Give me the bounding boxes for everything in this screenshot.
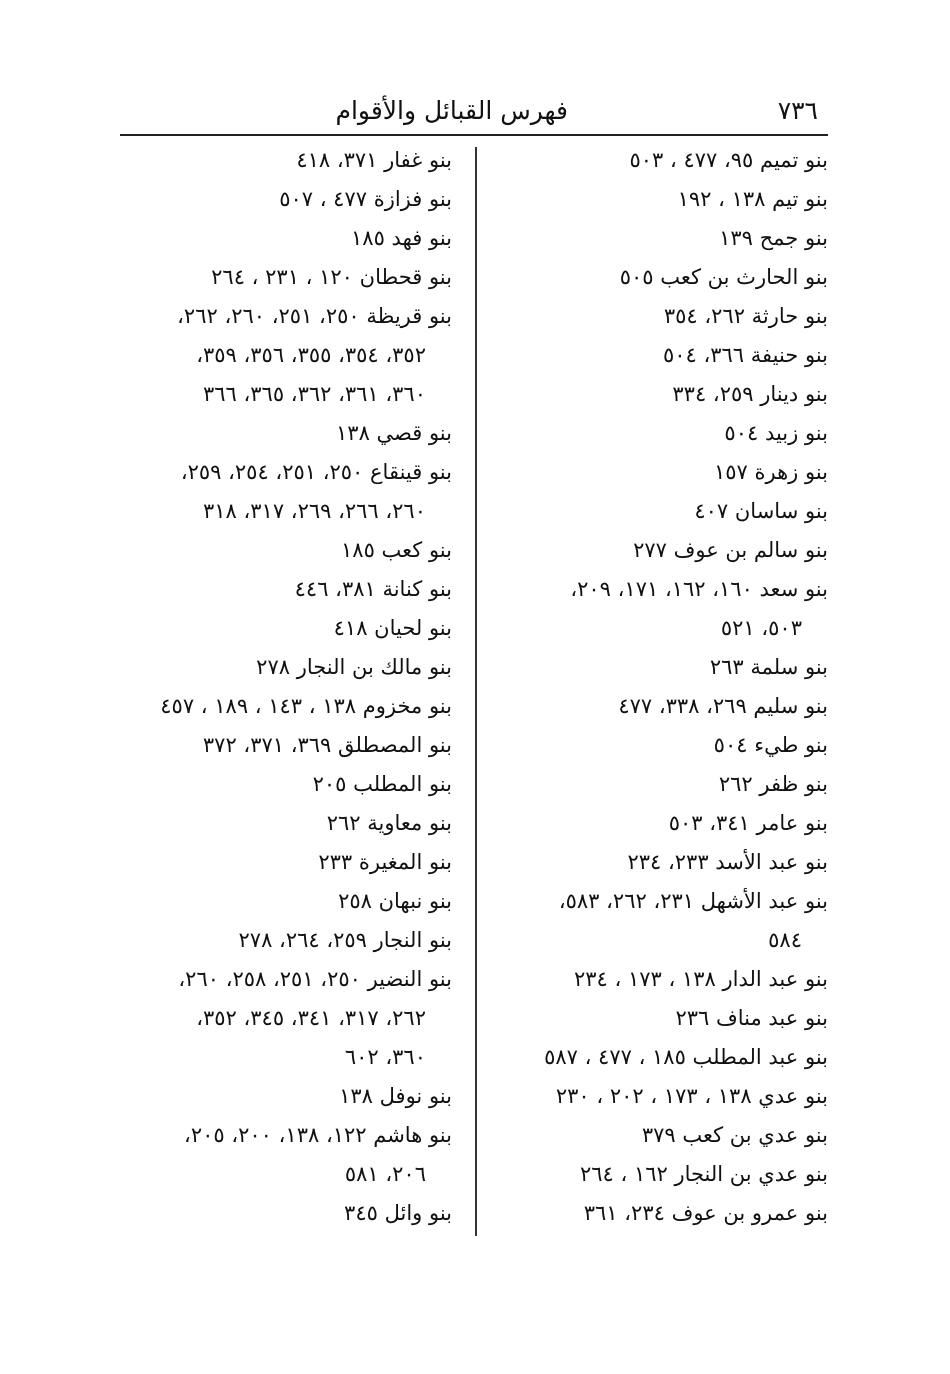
index-entry: بنو عمرو بن عوف ٢٣٤، ٣٦١ bbox=[583, 1201, 828, 1225]
index-entry-continuation: ٢٦٢، ٣١٧، ٣٤١، ٣٤٥، ٣٥٢، bbox=[196, 1006, 426, 1030]
index-entry: بنو حنيفة ٣٦٦، ٥٠٤ bbox=[662, 343, 828, 367]
index-entry: بنو المغيرة ٢٣٣ bbox=[318, 850, 452, 874]
index-entry: بنو عبد مناف ٢٣٦ bbox=[675, 1006, 828, 1030]
index-entry: بنو زبيد ٥٠٤ bbox=[724, 421, 828, 445]
index-entry: بنو مخزوم ١٣٨ ، ١٤٣ ، ١٨٩ ، ٤٥٧ bbox=[160, 694, 452, 718]
index-entry: بنو عدي بن كعب ٣٧٩ bbox=[641, 1123, 828, 1147]
index-entry: بنو عبد الأسد ٢٣٣، ٢٣٤ bbox=[627, 850, 828, 874]
index-entry-continuation: ٥٠٣، ٥٢١ bbox=[720, 616, 802, 640]
index-entry: بنو حارثة ٢٦٢، ٣٥٤ bbox=[663, 304, 828, 328]
index-entry: بنو تميم ٩٥، ٤٧٧ ، ٥٠٣ bbox=[629, 148, 828, 172]
index-entry: بنو عبد المطلب ١٨٥ ، ٤٧٧ ، ٥٨٧ bbox=[544, 1045, 828, 1069]
index-entry: بنو سليم ٢٦٩، ٣٣٨، ٤٧٧ bbox=[618, 694, 828, 718]
index-entry: بنو كنانة ٣٨١، ٤٤٦ bbox=[294, 577, 452, 601]
index-entry: بنو النجار ٢٥٩، ٢٦٤، ٢٧٨ bbox=[238, 928, 452, 952]
index-entry: بنو عدي ١٣٨ ، ١٧٣ ، ٢٠٢ ، ٢٣٠ bbox=[555, 1084, 828, 1108]
index-entry: بنو ظفر ٢٦٢ bbox=[718, 772, 828, 796]
index-entry-continuation: ٢٦٠، ٢٦٦، ٢٦٩، ٣١٧، ٣١٨ bbox=[202, 499, 426, 523]
index-entry-continuation: ٢٠٦، ٥٨١ bbox=[344, 1162, 426, 1186]
index-entry: بنو سعد ١٦٠، ١٦٢، ١٧١، ٢٠٩، bbox=[570, 577, 828, 601]
index-entry: بنو عبد الأشهل ٢٣١، ٢٦٢، ٥٨٣، bbox=[558, 889, 828, 913]
index-entry: بنو عدي بن النجار ١٦٢ ، ٢٦٤ bbox=[579, 1162, 828, 1186]
index-entry: بنو مالك بن النجار ٢٧٨ bbox=[256, 655, 452, 679]
index-entry: بنو قينقاع ٢٥٠، ٢٥١، ٢٥٤، ٢٥٩، bbox=[180, 460, 452, 484]
index-entry: بنو الحارث بن كعب ٥٠٥ bbox=[619, 265, 828, 289]
index-entry: بنو معاوية ٢٦٢ bbox=[326, 811, 452, 835]
index-entry: بنو وائل ٣٤٥ bbox=[344, 1201, 452, 1225]
index-entry-continuation: ٥٨٤ bbox=[768, 928, 802, 952]
index-entry: بنو عامر ٣٤١، ٥٠٣ bbox=[668, 811, 828, 835]
index-entry: بنو جمح ١٣٩ bbox=[719, 226, 828, 250]
index-entry: بنو غفار ٣٧١، ٤١٨ bbox=[296, 148, 452, 172]
index-entry: بنو فهد ١٨٥ bbox=[351, 226, 452, 250]
index-entry: بنو تيم ١٣٨ ، ١٩٢ bbox=[677, 187, 828, 211]
running-title: فهرس القبائل والأقوام bbox=[335, 96, 568, 125]
index-entry: بنو زهرة ١٥٧ bbox=[713, 460, 828, 484]
index-entry: بنو لحيان ٤١٨ bbox=[333, 616, 452, 640]
index-entry-continuation: ٣٦٠، ٦٠٢ bbox=[344, 1045, 426, 1069]
page-number: ٧٣٦ bbox=[777, 96, 818, 125]
index-entry: بنو قصي ١٣٨ bbox=[336, 421, 452, 445]
index-entry: بنو المطلب ٢٠٥ bbox=[312, 772, 452, 796]
index-entry: بنو طيء ٥٠٤ bbox=[713, 733, 828, 757]
index-entry: بنو سالم بن عوف ٢٧٧ bbox=[633, 538, 828, 562]
index-entry: بنو المصطلق ٣٦٩، ٣٧١، ٣٧٢ bbox=[202, 733, 452, 757]
page-header bbox=[120, 92, 828, 132]
index-entry: بنو قحطان ١٢٠ ، ٢٣١ ، ٢٦٤ bbox=[211, 265, 452, 289]
index-entry: بنو دينار ٢٥٩، ٣٣٤ bbox=[672, 382, 828, 406]
index-column-left bbox=[122, 141, 452, 1233]
index-entry: بنو هاشم ١٢٢، ١٣٨، ٢٠٠، ٢٠٥، bbox=[184, 1123, 452, 1147]
index-entry: بنو كعب ١٨٥ bbox=[341, 538, 452, 562]
index-entry-continuation: ٣٦٠، ٣٦١، ٣٦٢، ٣٦٥، ٣٦٦ bbox=[202, 382, 426, 406]
index-entry: بنو النضير ٢٥٠، ٢٥١، ٢٥٨، ٢٦٠، bbox=[178, 967, 452, 991]
header-rule bbox=[120, 134, 828, 136]
index-entry: بنو ساسان ٤٠٧ bbox=[694, 499, 828, 523]
index-entry: بنو عبد الدار ١٣٨ ، ١٧٣ ، ٢٣٤ bbox=[574, 967, 828, 991]
index-entry: بنو نوفل ١٣٨ bbox=[339, 1084, 452, 1108]
index-entry: بنو سلمة ٢٦٣ bbox=[709, 655, 828, 679]
index-column-right bbox=[498, 141, 828, 1233]
column-divider bbox=[475, 147, 477, 1236]
index-entry: بنو نبهان ٢٥٨ bbox=[338, 889, 452, 913]
index-entry: بنو قريظة ٢٥٠، ٢٥١، ٢٦٠، ٢٦٢، bbox=[177, 304, 452, 328]
index-entry: بنو فزازة ٤٧٧ ، ٥٠٧ bbox=[279, 187, 452, 211]
index-entry-continuation: ٣٥٢، ٣٥٤، ٣٥٥، ٣٥٦، ٣٥٩، bbox=[196, 343, 426, 367]
